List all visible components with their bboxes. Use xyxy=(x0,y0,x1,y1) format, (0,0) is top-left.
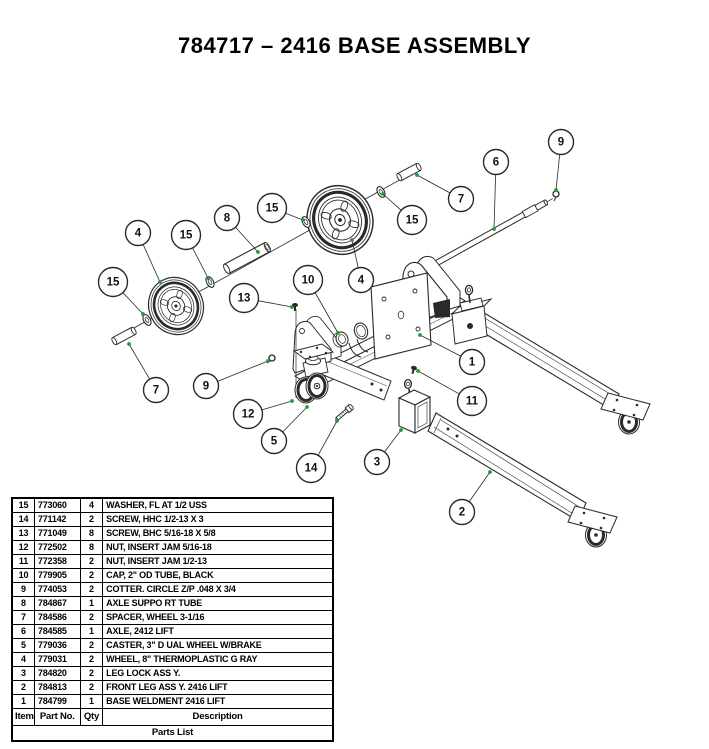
leader-attach-dot xyxy=(418,333,422,337)
part-item: 9 xyxy=(12,583,34,597)
part-qty: 8 xyxy=(80,527,102,541)
part-description: AXLE, 2412 LIFT xyxy=(103,625,333,639)
table-title-row xyxy=(12,726,333,742)
balloon-number: 10 xyxy=(301,274,315,287)
part-item: 10 xyxy=(12,569,34,583)
caster-icon xyxy=(601,393,650,434)
part-item: 7 xyxy=(12,611,34,625)
balloon-number: 12 xyxy=(241,408,255,421)
col-header-description: Description xyxy=(103,709,333,726)
leader-line xyxy=(469,472,490,502)
balloon-number: 8 xyxy=(223,212,231,225)
part-row xyxy=(12,625,333,639)
part-row xyxy=(12,611,333,625)
leader-attach-dot xyxy=(127,342,131,346)
part-number: 774053 xyxy=(34,583,80,597)
callout-balloon-7 xyxy=(127,342,168,402)
part-number: 784820 xyxy=(34,667,80,681)
part-description: SCREW, BHC 5/16-18 X 5/8 xyxy=(103,527,333,541)
part-number: 779031 xyxy=(34,653,80,667)
part-qty: 1 xyxy=(80,625,102,639)
balloon-number: 15 xyxy=(265,202,279,215)
leader-attach-dot xyxy=(290,305,294,309)
leader-attach-dot xyxy=(336,331,340,335)
leader-attach-dot xyxy=(492,227,496,231)
leader-attach-dot xyxy=(554,188,558,192)
part-qty: 4 xyxy=(80,498,102,513)
part-row xyxy=(12,667,333,681)
part-item: 14 xyxy=(12,513,34,527)
front-leg-bottom xyxy=(428,413,617,547)
part-description: WASHER, FL AT 1/2 USS xyxy=(103,498,333,513)
wheel-spacer xyxy=(111,326,137,345)
callout-balloon-9 xyxy=(549,130,574,192)
part-row xyxy=(12,597,333,611)
part-qty: 2 xyxy=(80,667,102,681)
col-header-item: Item xyxy=(12,709,34,726)
axle-support-tube xyxy=(222,242,271,275)
balloon-number: 4 xyxy=(357,274,365,287)
part-qty: 2 xyxy=(80,555,102,569)
part-description: SCREW, HHC 1/2-13 X 3 xyxy=(103,513,333,527)
leg-lock-assembly xyxy=(399,380,430,433)
part-qty: 2 xyxy=(80,611,102,625)
balloon-number: 6 xyxy=(492,156,500,169)
leader-attach-dot xyxy=(266,359,270,363)
leader-line xyxy=(494,174,496,229)
part-row xyxy=(12,653,333,667)
callout-balloon-6 xyxy=(484,150,509,231)
part-row xyxy=(12,513,333,527)
part-description: CASTER, 3" D UAL WHEEL W/BRAKE xyxy=(103,639,333,653)
part-row xyxy=(12,695,333,709)
part-number: 784799 xyxy=(34,695,80,709)
part-number: 784813 xyxy=(34,681,80,695)
leader-line xyxy=(418,371,459,394)
callout-balloon-9 xyxy=(194,359,270,398)
balloon-number: 7 xyxy=(457,193,465,206)
leader-attach-dot xyxy=(290,399,294,403)
part-description: WHEEL, 8" THERMOPLASTIC G RAY xyxy=(103,653,333,667)
part-item: 12 xyxy=(12,541,34,555)
part-item: 4 xyxy=(12,653,34,667)
callout-balloon-8 xyxy=(215,206,260,254)
part-number: 771142 xyxy=(34,513,80,527)
part-description: COTTER. CIRCLE Z/P .048 X 3/4 xyxy=(103,583,333,597)
part-qty: 2 xyxy=(80,681,102,695)
balloon-number: 13 xyxy=(237,292,251,305)
balloon-number: 1 xyxy=(468,356,476,369)
leader-attach-dot xyxy=(206,276,210,280)
table-title: Parts List xyxy=(12,726,333,742)
leader-line xyxy=(556,154,560,190)
part-row xyxy=(12,639,333,653)
callout-balloon-14 xyxy=(297,419,339,482)
part-description: FRONT LEG ASS Y. 2416 LIFT xyxy=(103,681,333,695)
part-description: NUT, INSERT JAM 5/16-18 xyxy=(103,541,333,555)
part-row xyxy=(12,555,333,569)
leader-line xyxy=(383,194,401,210)
leader-attach-dot xyxy=(256,250,260,254)
leader-line xyxy=(385,430,402,452)
balloon-number: 5 xyxy=(270,435,278,448)
part-description: AXLE SUPPO RT TUBE xyxy=(103,597,333,611)
part-qty: 2 xyxy=(80,513,102,527)
part-item: 11 xyxy=(12,555,34,569)
balloon-number: 14 xyxy=(304,462,318,475)
wheel-left xyxy=(139,268,214,345)
part-row xyxy=(12,527,333,541)
callout-balloon-7 xyxy=(415,173,473,211)
part-description: LEG LOCK ASS Y. xyxy=(103,667,333,681)
part-qty: 1 xyxy=(80,695,102,709)
leader-line xyxy=(218,361,268,381)
callout-balloon-15 xyxy=(381,192,426,234)
part-item: 8 xyxy=(12,597,34,611)
callout-balloon-13 xyxy=(230,284,294,313)
leader-line xyxy=(235,227,258,252)
part-number: 779036 xyxy=(34,639,80,653)
leader-attach-dot xyxy=(158,280,162,284)
callout-balloon-12 xyxy=(234,399,294,428)
balloon-number: 15 xyxy=(106,276,120,289)
part-qty: 2 xyxy=(80,653,102,667)
parts-list xyxy=(11,497,334,742)
leader-attach-dot xyxy=(381,192,385,196)
part-number: 773060 xyxy=(34,498,80,513)
leader-attach-dot xyxy=(141,312,145,316)
balloon-number: 4 xyxy=(134,227,142,240)
part-item: 5 xyxy=(12,639,34,653)
part-row xyxy=(12,681,333,695)
part-number: 784586 xyxy=(34,611,80,625)
balloon-number: 11 xyxy=(465,395,479,408)
part-row xyxy=(12,583,333,597)
part-item: 15 xyxy=(12,498,34,513)
part-qty: 2 xyxy=(80,583,102,597)
leader-attach-dot xyxy=(488,470,492,474)
leader-line xyxy=(286,213,303,220)
part-number: 779905 xyxy=(34,569,80,583)
part-row xyxy=(12,498,333,513)
callout-balloon-15 xyxy=(258,194,305,223)
wheel-spacer xyxy=(396,162,422,181)
part-item: 1 xyxy=(12,695,34,709)
col-header-qty: Qty xyxy=(80,709,102,726)
washer-icon xyxy=(204,275,215,288)
caster-icon xyxy=(568,506,617,547)
callout-balloon-4 xyxy=(126,221,162,284)
leader-attach-dot xyxy=(399,428,403,432)
callout-balloon-2 xyxy=(450,470,492,524)
part-item: 2 xyxy=(12,681,34,695)
screw-icon xyxy=(410,365,418,374)
leader-attach-dot xyxy=(305,405,309,409)
table-header-row xyxy=(12,709,333,726)
leader-line xyxy=(193,248,208,278)
washer-icon xyxy=(375,185,386,198)
leader-line xyxy=(123,293,143,314)
leader-line xyxy=(417,175,450,193)
leader-line xyxy=(143,244,160,282)
axle-rod xyxy=(423,193,554,273)
leader-line xyxy=(258,301,292,307)
part-number: 771049 xyxy=(34,527,80,541)
part-qty: 8 xyxy=(80,541,102,555)
part-number: 784867 xyxy=(34,597,80,611)
leader-line xyxy=(283,407,307,432)
part-item: 3 xyxy=(12,667,34,681)
cotter-ring-icon xyxy=(553,191,559,201)
balloon-number: 3 xyxy=(373,456,381,469)
leader-attach-dot xyxy=(416,369,420,373)
balloon-number: 9 xyxy=(557,136,565,149)
callout-balloon-5 xyxy=(262,405,309,453)
page-title: 784717 – 2416 BASE ASSEMBLY xyxy=(177,33,532,58)
balloon-number: 15 xyxy=(179,229,193,242)
part-number: 784585 xyxy=(34,625,80,639)
leader-attach-dot xyxy=(301,218,305,222)
part-description: CAP, 2" OD TUBE, BLACK xyxy=(103,569,333,583)
balloon-number: 7 xyxy=(152,384,160,397)
part-row xyxy=(12,569,333,583)
part-description: SPACER, WHEEL 3-1/16 xyxy=(103,611,333,625)
part-qty: 2 xyxy=(80,569,102,583)
callout-balloon-3 xyxy=(365,428,403,474)
leader-attach-dot xyxy=(335,419,339,423)
leader-line xyxy=(129,344,150,379)
part-qty: 2 xyxy=(80,639,102,653)
callout-balloon-15 xyxy=(99,268,145,316)
col-header-partno: Part No. xyxy=(34,709,80,726)
part-row xyxy=(12,541,333,555)
balloon-number: 15 xyxy=(405,214,419,227)
leader-attach-dot xyxy=(415,173,419,177)
part-qty: 1 xyxy=(80,597,102,611)
leader-attach-dot xyxy=(350,238,354,242)
part-number: 772358 xyxy=(34,555,80,569)
leader-line xyxy=(318,421,337,455)
balloon-number: 9 xyxy=(202,380,210,393)
callout-balloon-15 xyxy=(172,221,210,280)
part-number: 772502 xyxy=(34,541,80,555)
parts-list-table xyxy=(11,497,334,742)
part-description: BASE WELDMENT 2416 LIFT xyxy=(103,695,333,709)
leader-line xyxy=(262,401,292,410)
balloon-number: 2 xyxy=(458,506,466,519)
part-description: NUT, INSERT JAM 1/2-13 xyxy=(103,555,333,569)
part-item: 13 xyxy=(12,527,34,541)
part-item: 6 xyxy=(12,625,34,639)
